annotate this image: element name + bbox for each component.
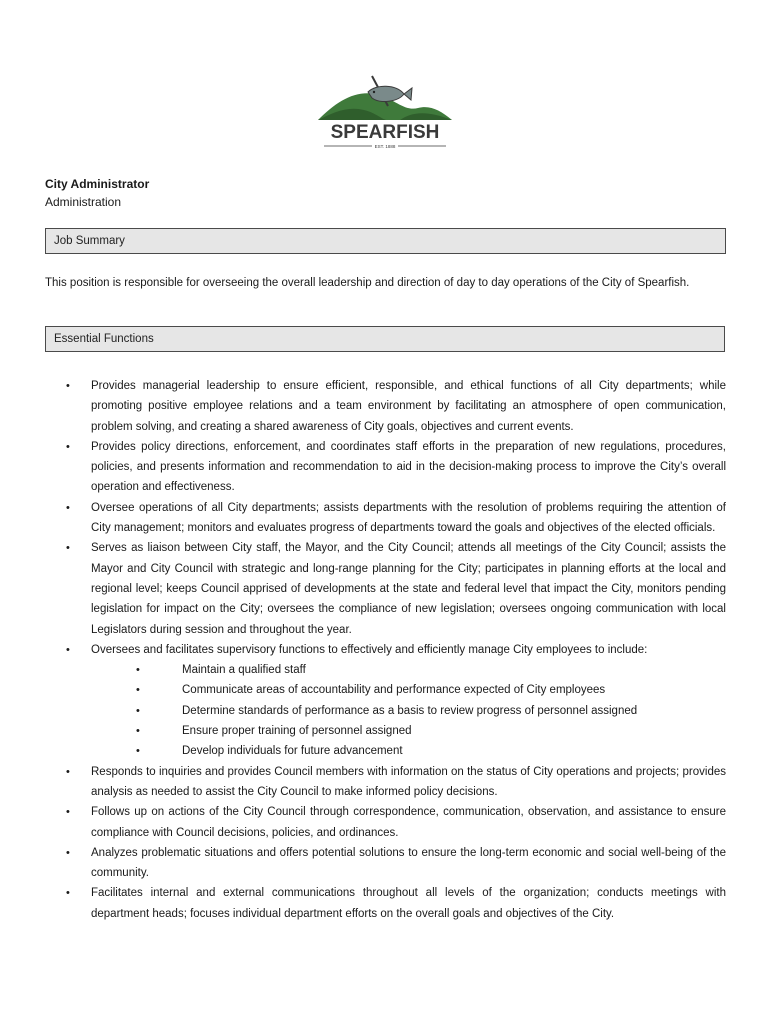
bullet-icon: • — [66, 440, 70, 453]
bullet-icon: • — [136, 684, 140, 697]
department-name: Administration — [45, 195, 122, 209]
bullet-icon: • — [66, 380, 70, 392]
list-item: • Responds to inquiries and provides Council members with information on the status of City operations and projects; provides analysis as needed to assist the City Council to make informed policy decisions. — [0, 762, 770, 803]
spearfish-logo-icon — [314, 72, 456, 154]
list-item: • Facilitates internal and external communications throughout all levels of the organization; conducts meetings with department heads; focuses individual department efforts on the overall goals and objectives of the City. — [0, 883, 770, 924]
list-item: • Provides managerial leadership to ensure efficient, responsible, and ethical functions of all City departments; while promoting positive employee relations and a team environment by facilitating an atmosphere of open communication, problem solving, and creating a shared awareness of City goals, objectives and current events. — [0, 376, 770, 437]
job-title: City Administrator — [45, 177, 150, 191]
bullet-icon: • — [136, 704, 140, 717]
bullet-icon: • — [136, 725, 140, 738]
job-summary-heading: Job Summary — [45, 228, 726, 254]
sub-list-item: • Develop individuals for future advancement — [91, 741, 726, 761]
spearfish-logo — [314, 72, 456, 154]
bullet-icon: • — [66, 806, 70, 819]
bullet-icon: • — [136, 745, 140, 758]
list-item: • Analyzes problematic situations and offers potential solutions to ensure the long-term economic and social well-being of the community. — [0, 843, 770, 884]
svg-text:EST. 1888: EST. 1888 — [374, 144, 396, 149]
job-summary-text: This position is responsible for overseeing the overall leadership and direction of day to day operations of the City of Spearfish. — [45, 277, 690, 289]
svg-text:SPEARFISH: SPEARFISH — [330, 122, 440, 143]
bullet-icon: • — [136, 664, 140, 677]
essential-functions-heading: Essential Functions — [45, 326, 725, 352]
list-item: • Follows up on actions of the City Council through correspondence, communication, observation, and assistance to ensure compliance with Council decisions, policies, and ordinances. — [0, 802, 770, 843]
sub-list-item: • Maintain a qualified staff — [91, 660, 726, 680]
list-item: • Provides policy directions, enforcement, and coordinates staff efforts in the preparation of new regulations, procedures, policies, and presents information and recommendation to aid in the decision-making process to improve the City’s overall operation and effectiveness. — [0, 437, 770, 498]
list-item: • Oversees and facilitates supervisory functions to effectively and efficiently manage City employees to include: • Maintain a qualified staff • Communicate areas of accountability and performance expected of City employees • Determine standards of performance as a basis to review progress of personnel assigned • Ensure proper training of personnel assigned • Develop individuals for future advancement — [0, 640, 770, 762]
sub-list-item: • Determine standards of performance as a basis to review progress of personnel assigned — [91, 701, 726, 721]
bullet-icon: • — [66, 887, 70, 900]
bullet-icon: • — [66, 542, 70, 555]
essential-functions-list — [0, 376, 770, 924]
bullet-icon: • — [66, 501, 70, 514]
sub-list-item: • Communicate areas of accountability and performance expected of City employees — [91, 680, 726, 700]
sub-list-item: • Ensure proper training of personnel assigned — [91, 721, 726, 741]
bullet-icon: • — [66, 643, 70, 656]
bullet-icon: • — [66, 846, 70, 859]
bullet-icon: • — [66, 765, 70, 778]
list-item: • Oversee operations of all City departments; assists departments with the resolution of problems requiring the attention of City management; monitors and evaluates progress of departments toward the goals and objectives of the elected officials. — [0, 498, 770, 539]
supervisory-sublist — [91, 660, 726, 761]
list-item: • Serves as liaison between City staff, the Mayor, and the City Council; attends all meetings of the City Council; assists the Mayor and City Council with strategic and long-range planning for the City; participates in planning efforts at the local and regional level; keeps Council apprised of developments at the state and federal level that impact the City, monitors pending legislation for impact on the City; oversees the compliance of new legislation; oversees ongoing communication with local Legislators during session and throughout the year. — [0, 538, 770, 639]
